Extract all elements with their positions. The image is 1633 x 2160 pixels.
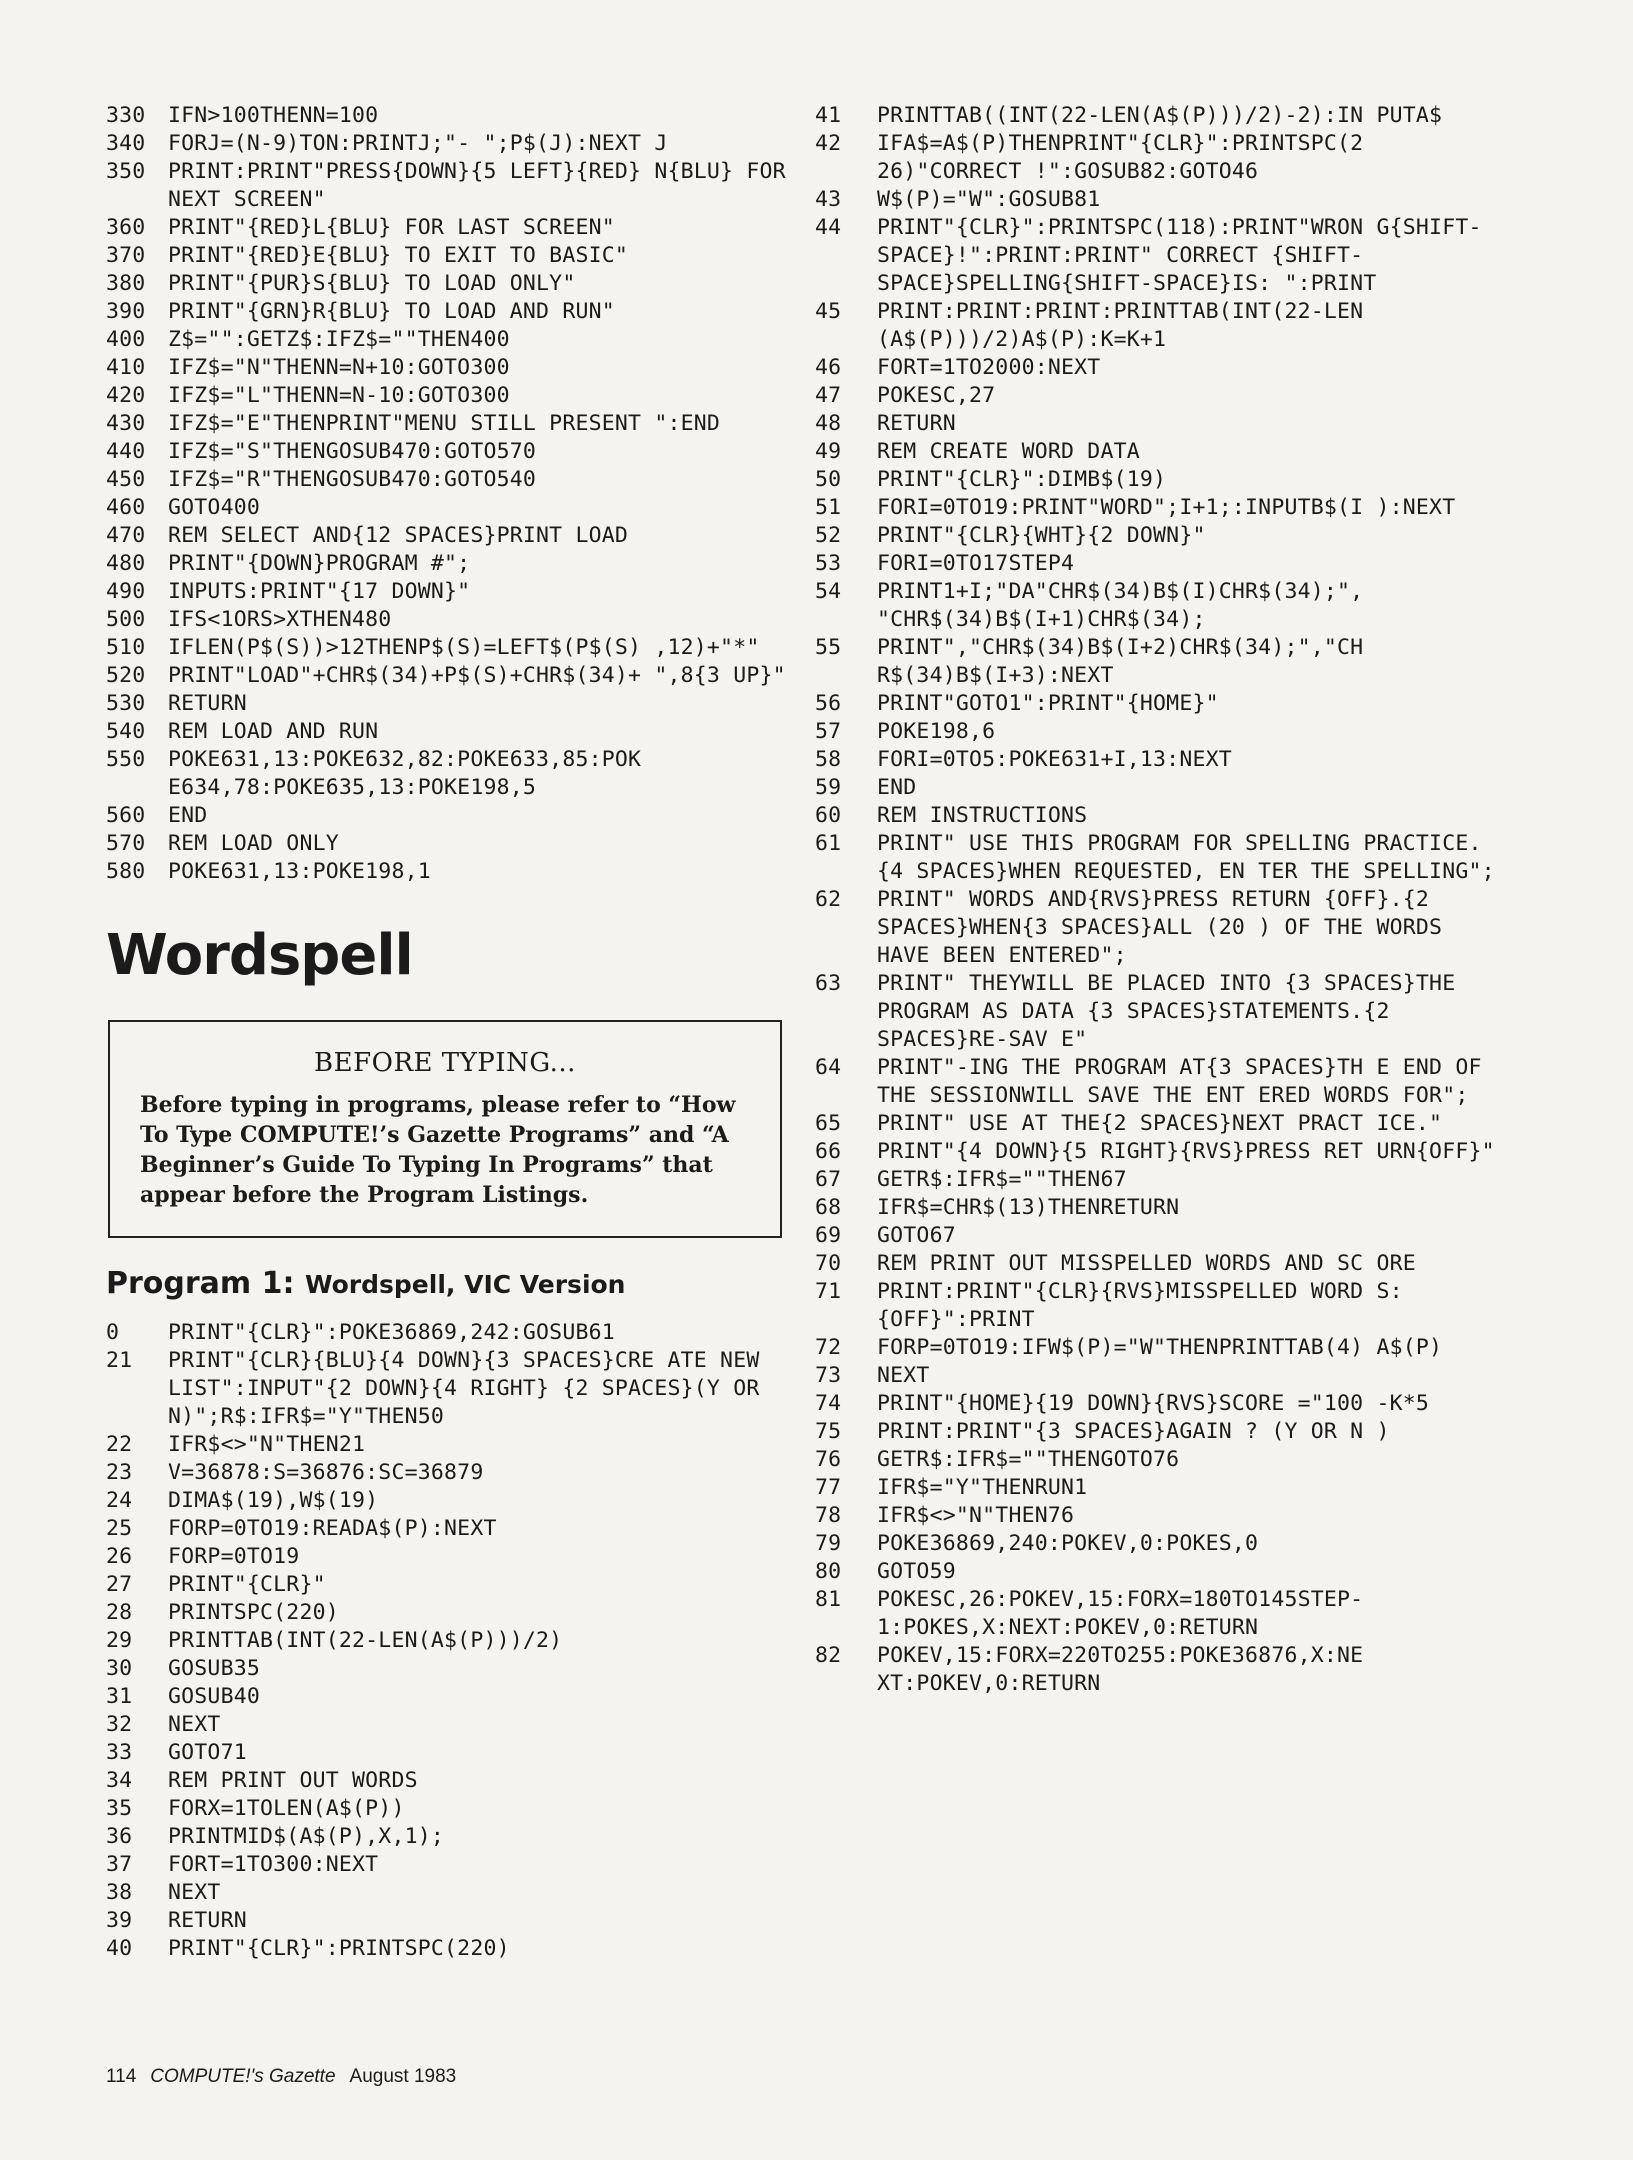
line-number: 25	[106, 1516, 133, 1541]
code-line	[106, 158, 799, 214]
line-number: 430	[106, 411, 146, 436]
line-code: RETURN	[168, 1908, 247, 1933]
line-code: IFZ$="S"THENGOSUB470:GOTO570	[168, 439, 537, 464]
line-number: 400	[106, 327, 146, 352]
line-number: 27	[106, 1572, 133, 1597]
code-line	[815, 1586, 1505, 1642]
line-code: PRINT:PRINT:PRINT:PRINTTAB(INT(22-LEN (A$(P)))/2)A$(P):K=K+1	[877, 299, 1377, 352]
line-number: 54	[815, 579, 842, 604]
line-code: IFS<1ORS>XTHEN480	[168, 607, 392, 632]
line-number: 560	[106, 803, 146, 828]
line-number: 71	[815, 1279, 842, 1304]
line-code: POKESC,27	[877, 383, 996, 408]
code-line	[815, 214, 1505, 298]
line-number: 37	[106, 1852, 133, 1877]
code-line	[106, 1431, 786, 1459]
line-number: 28	[106, 1600, 133, 1625]
line-code: FORJ=(N-9)TON:PRINTJ;"- ";P$(J):NEXT J	[168, 131, 668, 156]
code-line	[815, 1110, 1505, 1138]
line-number: 61	[815, 831, 842, 856]
code-line	[815, 774, 1505, 802]
code-line	[106, 354, 786, 382]
code-line	[106, 1319, 786, 1347]
line-number: 70	[815, 1251, 842, 1276]
line-number: 520	[106, 663, 146, 688]
line-code: POKESC,26:POKEV,15:FORX=180TO145STEP- 1:POKES,X:NEXT:POKEV,0:RETURN	[877, 1587, 1377, 1640]
line-number: 490	[106, 579, 146, 604]
listing-bottom	[106, 1319, 786, 1963]
line-code: NEXT	[877, 1363, 930, 1388]
code-line	[106, 1739, 786, 1767]
code-line	[106, 1767, 786, 1795]
line-code: IFR$<>"N"THEN21	[168, 1432, 366, 1457]
line-number: 45	[815, 299, 842, 324]
line-number: 43	[815, 187, 842, 212]
line-number: 36	[106, 1824, 133, 1849]
line-number: 60	[815, 803, 842, 828]
line-code: FORP=0TO19	[168, 1544, 300, 1569]
code-line	[106, 382, 786, 410]
line-number: 80	[815, 1559, 842, 1584]
article-title: Wordspell	[106, 923, 413, 988]
line-code: GOTO59	[877, 1559, 956, 1584]
line-number: 79	[815, 1531, 842, 1556]
line-number: 66	[815, 1139, 842, 1164]
line-code: PRINT1+I;"DA"CHR$(34)B$(I)CHR$(34);", "CHR$(34)B$(I+1)CHR$(34);	[877, 579, 1377, 632]
line-number: 580	[106, 859, 146, 884]
line-number: 35	[106, 1796, 133, 1821]
line-code: PRINT"{RED}L{BLU} FOR LAST SCREEN"	[168, 215, 615, 240]
line-number: 340	[106, 131, 146, 156]
code-line	[106, 326, 786, 354]
code-line	[106, 746, 786, 802]
line-code: PRINT:PRINT"{CLR}{RVS}MISSPELLED WORD S:{OFF}":PRINT	[877, 1279, 1403, 1332]
line-number: 46	[815, 355, 842, 380]
listing-right	[815, 102, 1505, 1698]
line-code: W$(P)="W":GOSUB81	[877, 187, 1101, 212]
code-line	[815, 1642, 1505, 1698]
code-line	[106, 1879, 786, 1907]
line-code: POKE198,6	[877, 719, 996, 744]
line-number: 38	[106, 1880, 133, 1905]
line-code: RETURN	[877, 411, 956, 436]
code-line	[106, 606, 786, 634]
code-line	[815, 1530, 1505, 1558]
line-number: 500	[106, 607, 146, 632]
code-line	[106, 410, 786, 438]
listing-top	[106, 102, 799, 886]
code-line	[815, 1558, 1505, 1586]
line-code: GOSUB35	[168, 1656, 261, 1681]
page-footer	[106, 2066, 456, 2088]
line-code: INPUTS:PRINT"{17 DOWN}"	[168, 579, 471, 604]
line-number: 540	[106, 719, 146, 744]
line-number: 33	[106, 1740, 133, 1765]
line-code: PRINT:PRINT"PRESS{DOWN}{5 LEFT}{RED} N{BLU} FOR NEXT SCREEN"	[168, 159, 799, 212]
left-column	[106, 102, 799, 1963]
code-line	[815, 1418, 1505, 1446]
code-line	[815, 1474, 1505, 1502]
page-number: 114	[106, 2066, 137, 2087]
line-number: 57	[815, 719, 842, 744]
code-line	[106, 438, 786, 466]
line-number: 64	[815, 1055, 842, 1080]
line-code: PRINT"GOTO1":PRINT"{HOME}"	[877, 691, 1219, 716]
code-line	[815, 690, 1505, 718]
line-number: 68	[815, 1195, 842, 1220]
code-line	[106, 1487, 786, 1515]
line-number: 75	[815, 1419, 842, 1444]
code-line	[815, 382, 1505, 410]
line-number: 63	[815, 971, 842, 996]
code-line	[815, 802, 1505, 830]
line-number: 81	[815, 1587, 842, 1612]
line-number: 82	[815, 1643, 842, 1668]
line-number: 410	[106, 355, 146, 380]
code-line	[106, 1627, 786, 1655]
line-number: 450	[106, 467, 146, 492]
program-title	[106, 1266, 786, 1303]
line-number: 30	[106, 1656, 133, 1681]
line-number: 420	[106, 383, 146, 408]
before-typing-notice	[108, 1020, 782, 1238]
code-line	[815, 830, 1505, 886]
line-number: 380	[106, 271, 146, 296]
code-line	[106, 298, 786, 326]
line-code: IFZ$="E"THENPRINT"MENU STILL PRESENT ":END	[168, 411, 721, 436]
line-number: 52	[815, 523, 842, 548]
code-line	[815, 298, 1505, 354]
line-code: POKE36869,240:POKEV,0:POKES,0	[877, 1531, 1259, 1556]
code-line	[106, 718, 786, 746]
line-number: 67	[815, 1167, 842, 1192]
code-line	[106, 522, 786, 550]
code-line	[815, 634, 1505, 690]
code-line	[106, 1347, 786, 1431]
line-number: 47	[815, 383, 842, 408]
line-number: 69	[815, 1223, 842, 1248]
line-code: POKE631,13:POKE198,1	[168, 859, 431, 884]
code-line	[815, 1446, 1505, 1474]
line-code: FORP=0TO19:READA$(P):NEXT	[168, 1516, 497, 1541]
code-line	[815, 1502, 1505, 1530]
line-code: PRINT"{GRN}R{BLU} TO LOAD AND RUN"	[168, 299, 615, 324]
line-number: 77	[815, 1475, 842, 1500]
line-number: 29	[106, 1628, 133, 1653]
code-line	[815, 1054, 1505, 1110]
line-code: PRINT"{CLR}"	[168, 1572, 326, 1597]
line-number: 510	[106, 635, 146, 660]
line-code: PRINT" USE THIS PROGRAM FOR SPELLING PRACTICE.{4 SPACES}WHEN REQUESTED, EN TER THE SPELLING";	[877, 831, 1495, 884]
code-line	[106, 1935, 786, 1963]
line-number: 530	[106, 691, 146, 716]
line-number: 78	[815, 1503, 842, 1528]
code-line	[815, 886, 1505, 970]
issue-date: August 1983	[349, 2066, 457, 2087]
line-number: 570	[106, 831, 146, 856]
code-line	[106, 578, 786, 606]
code-line	[815, 102, 1505, 130]
line-number: 34	[106, 1768, 133, 1793]
line-code: PRINT","CHR$(34)B$(I+2)CHR$(34);","CH R$(34)B$(I+3):NEXT	[877, 635, 1377, 688]
line-code: PRINT"{RED}E{BLU} TO EXIT TO BASIC"	[168, 243, 629, 268]
line-number: 58	[815, 747, 842, 772]
code-line	[106, 466, 786, 494]
line-number: 59	[815, 775, 842, 800]
line-number: 440	[106, 439, 146, 464]
line-code: PRINT"{CLR}":DIMB$(19)	[877, 467, 1167, 492]
line-code: REM CREATE WORD DATA	[877, 439, 1140, 464]
code-line	[106, 1459, 786, 1487]
line-code: PRINTSPC(220)	[168, 1600, 339, 1625]
line-number: 21	[106, 1348, 133, 1373]
line-number: 53	[815, 551, 842, 576]
line-number: 550	[106, 747, 146, 772]
line-code: IFZ$="R"THENGOSUB470:GOTO540	[168, 467, 537, 492]
code-line	[815, 718, 1505, 746]
line-code: GOSUB40	[168, 1684, 261, 1709]
code-line	[815, 970, 1505, 1054]
line-code: PRINT"{CLR}":PRINTSPC(220)	[168, 1936, 510, 1961]
line-number: 370	[106, 243, 146, 268]
line-number: 49	[815, 439, 842, 464]
line-number: 72	[815, 1335, 842, 1360]
line-number: 24	[106, 1488, 133, 1513]
line-number: 76	[815, 1447, 842, 1472]
line-code: IFA$=A$(P)THENPRINT"{CLR}":PRINTSPC(2 26)"CORRECT !":GOSUB82:GOTO46	[877, 131, 1377, 184]
line-code: END	[168, 803, 208, 828]
code-line	[815, 1390, 1505, 1418]
line-number: 31	[106, 1684, 133, 1709]
program-subtitle: Wordspell, VIC Version	[304, 1270, 626, 1299]
line-code: PRINT"-ING THE PROGRAM AT{3 SPACES}TH E END OF THE SESSIONWILL SAVE THE ENT ERED WORDS FOR";	[877, 1055, 1495, 1108]
line-code: PRINT"LOAD"+CHR$(34)+P$(S)+CHR$(34)+ ",8{3 UP}"	[168, 663, 786, 688]
code-line	[106, 102, 786, 130]
notice-title: BEFORE TYPING...	[314, 1048, 576, 1078]
code-line	[815, 1138, 1505, 1166]
line-number: 65	[815, 1111, 842, 1136]
code-line	[106, 1711, 786, 1739]
line-code: IFR$<>"N"THEN76	[877, 1503, 1075, 1528]
line-code: PRINT" USE AT THE{2 SPACES}NEXT PRACT ICE."	[877, 1111, 1443, 1136]
line-code: REM PRINT OUT MISSPELLED WORDS AND SC ORE	[877, 1251, 1416, 1276]
code-line	[106, 1543, 786, 1571]
code-line	[106, 1823, 786, 1851]
code-line	[106, 1599, 786, 1627]
line-code: FORI=0TO5:POKE631+I,13:NEXT	[877, 747, 1232, 772]
code-line	[106, 830, 786, 858]
line-code: PRINTTAB((INT(22-LEN(A$(P)))/2)-2):IN PUTA$	[877, 103, 1443, 128]
code-line	[106, 270, 786, 298]
line-code: FORT=1TO2000:NEXT	[877, 355, 1101, 380]
code-line	[106, 634, 786, 662]
line-number: 26	[106, 1544, 133, 1569]
line-code: REM LOAD AND RUN	[168, 719, 379, 744]
line-number: 39	[106, 1908, 133, 1933]
line-code: PRINT" THEYWILL BE PLACED INTO {3 SPACES}THE PROGRAM AS DATA {3 SPACES}STATEMENTS.{2 SPACES}RE-SAV E"	[877, 971, 1469, 1052]
line-code: PRINTTAB(INT(22-LEN(A$(P)))/2)	[168, 1628, 563, 1653]
line-code: PRINT:PRINT"{3 SPACES}AGAIN ? (Y OR N )	[877, 1419, 1390, 1444]
line-number: 470	[106, 523, 146, 548]
code-line	[815, 438, 1505, 466]
notice-body: Before typing in programs, please refer to “How To Type COMPUTE!’s Gazette Programs” and “A Beginner’s Guide To Typing In Programs” that appear before the Program Listings.	[140, 1092, 736, 1208]
line-number: 22	[106, 1432, 133, 1457]
line-number: 460	[106, 495, 146, 520]
line-number: 50	[815, 467, 842, 492]
code-line	[106, 690, 786, 718]
line-code: NEXT	[168, 1712, 221, 1737]
line-number: 350	[106, 159, 146, 184]
line-code: REM PRINT OUT WORDS	[168, 1768, 418, 1793]
line-number: 74	[815, 1391, 842, 1416]
code-line	[106, 494, 786, 522]
code-line	[815, 1166, 1505, 1194]
line-number: 55	[815, 635, 842, 660]
line-code: FORI=0TO17STEP4	[877, 551, 1075, 576]
code-line	[106, 1907, 786, 1935]
code-line	[106, 214, 786, 242]
code-line	[106, 1683, 786, 1711]
code-line	[815, 130, 1505, 186]
line-code: GETR$:IFR$=""THENGOTO76	[877, 1447, 1180, 1472]
code-line	[815, 186, 1505, 214]
line-code: IFZ$="N"THENN=N+10:GOTO300	[168, 355, 510, 380]
line-number: 480	[106, 551, 146, 576]
line-number: 44	[815, 215, 842, 240]
line-code: GOTO71	[168, 1740, 247, 1765]
line-number: 32	[106, 1712, 133, 1737]
line-code: PRINT"{CLR}{BLU}{4 DOWN}{3 SPACES}CRE ATE NEW LIST":INPUT"{2 DOWN}{4 RIGHT} {2 SPACES}(Y OR N)";R$:IFR$="Y"THEN50	[168, 1348, 773, 1429]
magazine-name: COMPUTE!'s Gazette	[150, 2066, 336, 2087]
code-line	[815, 1250, 1505, 1278]
line-code: V=36878:S=36876:SC=36879	[168, 1460, 484, 1485]
line-code: Z$="":GETZ$:IFZ$=""THEN400	[168, 327, 510, 352]
line-code: FORX=1TOLEN(A$(P))	[168, 1796, 405, 1821]
line-number: 41	[815, 103, 842, 128]
code-line	[106, 662, 786, 690]
code-line	[815, 1362, 1505, 1390]
code-line	[815, 1278, 1505, 1334]
code-line	[815, 1222, 1505, 1250]
line-code: PRINT"{CLR}":PRINTSPC(118):PRINT"WRON G{SHIFT-SPACE}!":PRINT:PRINT" CORRECT {SHIFT-SPACE}SPELLING{SHIFT-SPACE}IS: ":PRINT	[877, 215, 1482, 296]
line-code: POKEV,15:FORX=220TO255:POKE36876,X:NE XT:POKEV,0:RETURN	[877, 1643, 1377, 1696]
code-line	[106, 1515, 786, 1543]
code-line	[815, 410, 1505, 438]
line-code: END	[877, 775, 917, 800]
code-line	[815, 550, 1505, 578]
line-number: 48	[815, 411, 842, 436]
code-line	[106, 1655, 786, 1683]
line-number: 330	[106, 103, 146, 128]
line-code: GETR$:IFR$=""THEN67	[877, 1167, 1127, 1192]
line-code: IFLEN(P$(S))>12THENP$(S)=LEFT$(P$(S) ,12)+"*"	[168, 635, 760, 660]
line-number: 360	[106, 215, 146, 240]
code-line	[815, 1194, 1505, 1222]
code-line	[106, 802, 786, 830]
line-code: PRINT"{CLR}":POKE36869,242:GOSUB61	[168, 1320, 615, 1345]
code-line	[106, 1571, 786, 1599]
line-code: FORI=0TO19:PRINT"WORD";I+1;:INPUTB$(I ):NEXT	[877, 495, 1456, 520]
line-number: 51	[815, 495, 842, 520]
line-number: 62	[815, 887, 842, 912]
code-line	[106, 1851, 786, 1879]
code-line	[815, 466, 1505, 494]
line-number: 0	[106, 1320, 120, 1345]
line-number: 40	[106, 1936, 133, 1961]
code-line	[106, 1795, 786, 1823]
line-code: PRINT" WORDS AND{RVS}PRESS RETURN {OFF}.{2 SPACES}WHEN{3 SPACES}ALL (20 ) OF THE WORDS HAVE BEEN ENTERED";	[877, 887, 1456, 968]
line-code: PRINT"{HOME}{19 DOWN}{RVS}SCORE ="100 -K*5	[877, 1391, 1430, 1416]
line-number: 73	[815, 1363, 842, 1388]
code-line	[106, 130, 786, 158]
line-code: REM SELECT AND{12 SPACES}PRINT LOAD	[168, 523, 629, 548]
code-line	[815, 578, 1505, 634]
code-line	[106, 858, 786, 886]
line-code: PRINT"{PUR}S{BLU} TO LOAD ONLY"	[168, 271, 576, 296]
line-code: PRINT"{DOWN}PROGRAM #";	[168, 551, 471, 576]
right-column	[815, 102, 1505, 1698]
line-code: PRINTMID$(A$(P),X,1);	[168, 1824, 445, 1849]
line-code: IFR$=CHR$(13)THENRETURN	[877, 1195, 1180, 1220]
line-code: FORT=1TO300:NEXT	[168, 1852, 379, 1877]
line-number: 56	[815, 691, 842, 716]
line-code: IFZ$="L"THENN=N-10:GOTO300	[168, 383, 510, 408]
line-code: REM INSTRUCTIONS	[877, 803, 1088, 828]
code-line	[106, 242, 786, 270]
code-line	[815, 522, 1505, 550]
line-code: FORP=0TO19:IFW$(P)="W"THENPRINTTAB(4) A$(P)	[877, 1335, 1443, 1360]
line-code: PRINT"{4 DOWN}{5 RIGHT}{RVS}PRESS RET URN{OFF}"	[877, 1139, 1495, 1164]
code-line	[815, 1334, 1505, 1362]
line-code: GOTO67	[877, 1223, 956, 1248]
code-line	[815, 354, 1505, 382]
line-code: GOTO400	[168, 495, 261, 520]
line-code: RETURN	[168, 691, 247, 716]
code-line	[106, 550, 786, 578]
line-code: IFR$="Y"THENRUN1	[877, 1475, 1088, 1500]
line-number: 390	[106, 299, 146, 324]
line-code: IFN>100THENN=100	[168, 103, 379, 128]
program-label: Program 1:	[106, 1266, 295, 1301]
line-code: REM LOAD ONLY	[168, 831, 339, 856]
line-code: DIMA$(19),W$(19)	[168, 1488, 379, 1513]
line-code: PRINT"{CLR}{WHT}{2 DOWN}"	[877, 523, 1206, 548]
line-code: POKE631,13:POKE632,82:POKE633,85:POK E634,78:POKE635,13:POKE198,5	[168, 747, 655, 800]
line-number: 42	[815, 131, 842, 156]
line-number: 23	[106, 1460, 133, 1485]
code-line	[815, 494, 1505, 522]
line-code: NEXT	[168, 1880, 221, 1905]
code-line	[815, 746, 1505, 774]
